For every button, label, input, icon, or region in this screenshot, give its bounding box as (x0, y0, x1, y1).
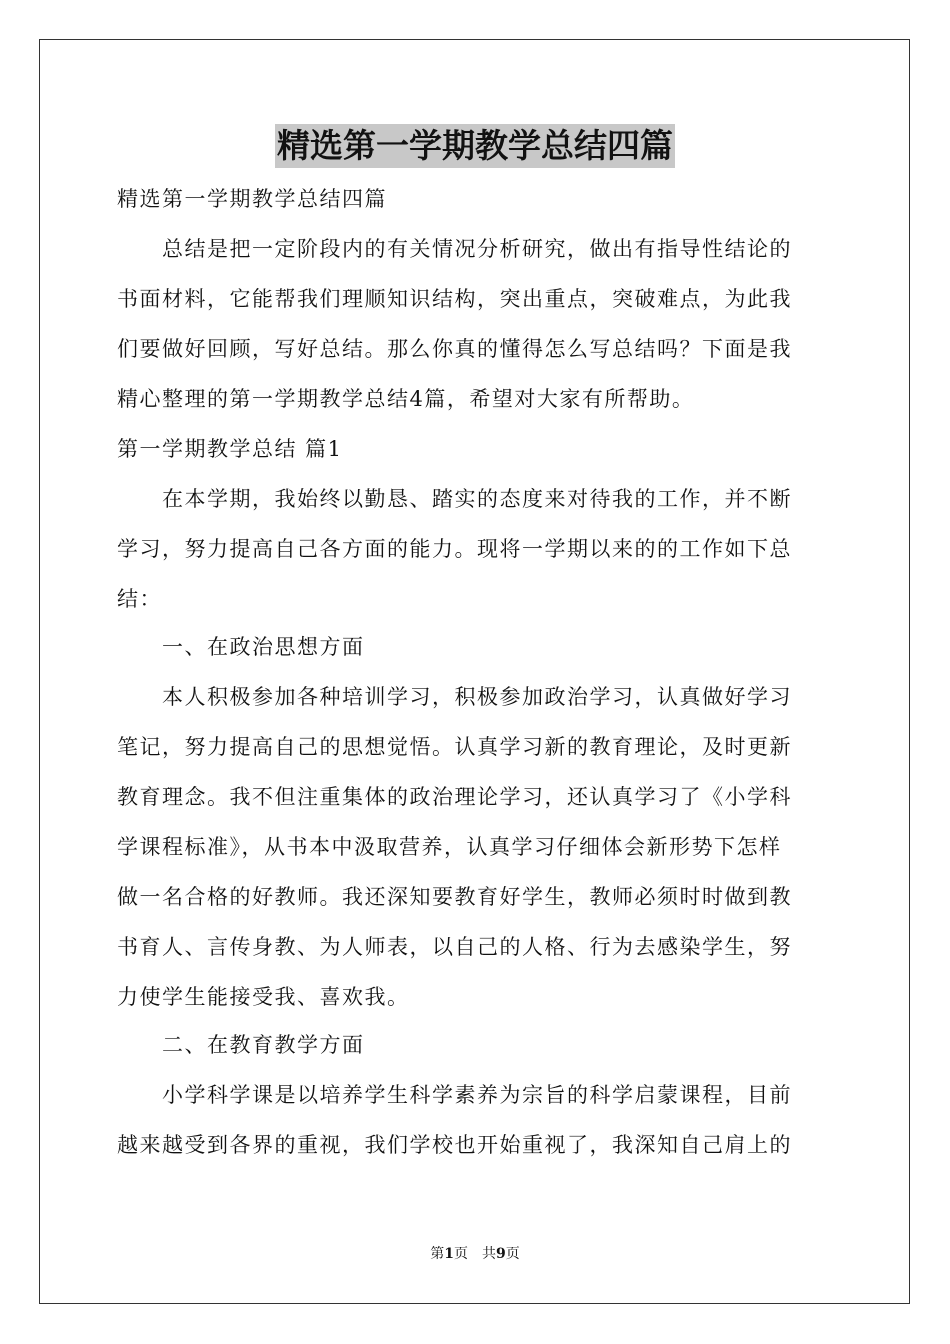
footer-prefix: 第 (430, 1246, 445, 1262)
text-line: 精心整理的第一学期教学总结4篇，希望对大家有所帮助。 (117, 387, 695, 411)
text-line: 做一名合格的好教师。我还深知要教育好学生，教师必须时时做到教 (117, 885, 792, 909)
text-line: 力使学生能接受我、喜欢我。 (117, 985, 410, 1009)
title-wrap (0, 124, 950, 168)
text-line: 书育人、言传身教、为人师表，以自己的人格、行为去感染学生，努 (117, 935, 792, 959)
text-line: 学课程标准》，从书本中汲取营养，认真学习仔细体会新形势下怎样 (117, 835, 782, 859)
footer-mid: 页 共 (454, 1246, 496, 1262)
footer-suffix: 页 (505, 1246, 520, 1262)
page-footer (0, 1244, 950, 1264)
current-page-number: 1 (444, 1246, 454, 1262)
text-line: 在本学期，我始终以勤恳、踏实的态度来对待我的工作，并不断 (117, 487, 792, 511)
section-heading: 第一学期教学总结 篇1 (117, 437, 343, 461)
text-line: 学习，努力提高自己各方面的能力。现将一学期以来的的工作如下总 (117, 537, 792, 561)
text-line: 笔记，努力提高自己的思想觉悟。认真学习新的教育理论，及时更新 (117, 735, 792, 759)
text-line: 总结是把一定阶段内的有关情况分析研究，做出有指导性结论的 (117, 237, 792, 261)
subsection-heading: 一、在政治思想方面 (117, 635, 365, 659)
document-title: 精选第一学期教学总结四篇 (275, 124, 675, 168)
text-line: 结： (117, 587, 162, 611)
subsection-heading: 二、在教育教学方面 (117, 1033, 365, 1057)
text-line: 小学科学课是以培养学生科学素养为宗旨的科学启蒙课程，目前 (117, 1083, 792, 1107)
text-line: 本人积极参加各种培训学习，积极参加政治学习，认真做好学习 (117, 685, 792, 709)
text-line: 书面材料，它能帮我们理顺知识结构，突出重点，突破难点，为此我 (117, 287, 792, 311)
text-line: 们要做好回顾，写好总结。那么你真的懂得怎么写总结吗？下面是我 (117, 337, 792, 361)
page-border (39, 39, 910, 1304)
text-line: 越来越受到各界的重视，我们学校也开始重视了，我深知自己肩上的 (117, 1133, 792, 1157)
text-line: 精选第一学期教学总结四篇 (117, 187, 387, 211)
total-pages-number: 9 (496, 1246, 506, 1262)
text-line: 教育理念。我不但注重集体的政治理论学习，还认真学习了《小学科 (117, 785, 792, 809)
